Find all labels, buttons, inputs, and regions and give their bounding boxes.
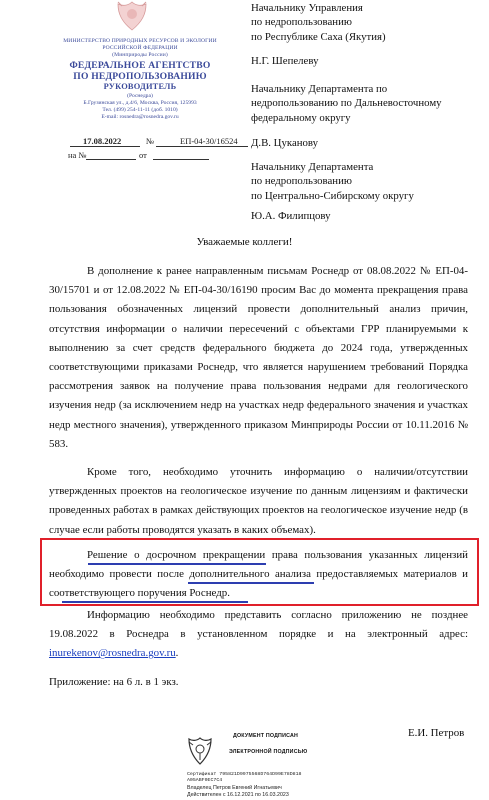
addressee-3 (251, 160, 414, 203)
stamp-title-line2: ЭЛЕКТРОННОЙ ПОДПИСЬЮ (229, 749, 308, 755)
underline-early-termination (88, 563, 266, 565)
paragraph-4-end: . (175, 647, 179, 660)
paragraph-1: В дополнение к ранее направленным письмам Роснедр от 08.08.2022 № ЕП-04-30/15701 и от 12.08.2022 № ЕП-04-30/16190 просим Вас до момента прекращения права пользования обозначенных лицензий провести дополнительный анализ причин, отсутствия информации о наличии пересечений с объектами ГРР планируемыми к выполнению за счет средств федерального бюджета до 2024 года, утвержденных соответствующими приказами Роснедр, что является нарушением требований Порядка рассмотрения заявок на получение права пользования недрами для геологического изучения недр (за исключением недр на участках недр федерального значения и участках недр местного значения), утвержденного приказом Минприроды России от 10.11.2016 № 583. (49, 265, 468, 450)
contact-email-link[interactable]: inurekenov@rosnedra.gov.ru (49, 647, 176, 660)
paragraph-4 (49, 606, 468, 664)
document-number: ЕП-04-30/16524 (180, 136, 238, 146)
agency-title-head: РУКОВОДИТЕЛЬ (103, 82, 177, 91)
certificate-owner: Владелец Петров Евгений Игнатьевич (187, 785, 282, 791)
addressee-1-line3: по Республике Саха (Якутия) (251, 30, 386, 43)
addressee-1-line2: по недропользованию (251, 16, 352, 29)
number-underline (156, 146, 248, 147)
electronic-signature-stamp (183, 728, 323, 800)
addressee-2 (251, 82, 442, 125)
addressee-2-line2: недропользованию по Дальневосточному (251, 97, 442, 110)
reference-date-underline (153, 159, 209, 160)
agency-name-line1: ФЕДЕРАЛЬНОЕ АГЕНТСТВО (69, 60, 211, 71)
agency-short-name: (Роснедра) (127, 93, 153, 99)
attachment-note: Приложение: на 6 л. в 1 экз. (49, 676, 179, 688)
addressee-2-name: Д.В. Цуканову (251, 137, 319, 149)
number-sign: № (146, 136, 155, 146)
agency-phone: Тел. (499) 254-11-11 (доб. 1010) (102, 107, 178, 113)
addressee-3-name: Ю.А. Филипцову (251, 210, 331, 222)
document-date: 17.08.2022 (83, 136, 122, 146)
stamp-emblem-icon (185, 736, 215, 768)
agency-address: Б.Грузинская ул., д.4/6, Москва, Россия, 125993 (83, 100, 197, 106)
addressee-1-line1: Начальнику Управления (251, 2, 363, 14)
certificate-line2: A05ABF0EC7C4 (187, 778, 223, 783)
certificate-line1: Сертификат 795821D9975568D764D99E78D818 (187, 772, 302, 777)
certificate-validity: Действителен с 16.12.2021 по 16.03.2023 (187, 792, 289, 798)
date-underline (70, 146, 140, 147)
agency-name-line2: ПО НЕДРОПОЛЬЗОВАНИЮ (73, 71, 207, 82)
addressee-2-line3: федеральному округу (251, 111, 351, 124)
paragraph-3-highlighted: Решение о досрочном прекращении права пользования указанных лицензий необходимо провести после дополнительного анализа предоставляемых материалов и соответствующего поручения Роснедр. (49, 549, 468, 600)
signer-name: Е.И. Петров (408, 727, 465, 739)
reference-date-label: от (139, 150, 147, 160)
ministry-name-line2: РОССИЙСКОЙ ФЕДЕРАЦИИ (102, 45, 178, 51)
stamp-title-line1: ДОКУМЕНТ ПОДПИСАН (233, 733, 299, 739)
addressee-3-line3: по Центрально-Сибирскому округу (251, 189, 414, 202)
paragraph-2: Кроме того, необходимо уточнить информацию о наличии/отсутствии утвержденных проектов на геологическое изучение по данным лицензиям и фактически проведенных работах в рамках действующих проектов на геологическое изучение недр (в случае если работы проводятся указать в каких объемах). (49, 466, 468, 536)
salutation: Уважаемые коллеги! (196, 236, 293, 248)
addressee-3-line2: по недропользованию (251, 175, 352, 188)
underline-additional-analysis (188, 582, 314, 584)
addressee-3-line1: Начальнику Департамента (251, 161, 374, 173)
coat-of-arms-emblem (108, 0, 156, 36)
addressee-2-line1: Начальнику Департамента по (251, 83, 388, 95)
reference-number-label: на № (68, 150, 87, 160)
underline-rosnedra-order (62, 601, 248, 603)
ministry-name-line1: МИНИСТЕРСТВО ПРИРОДНЫХ РЕСУРСОВ И ЭКОЛОГИИ (63, 38, 217, 44)
paragraph-4-text: Информацию необходимо представить согласно приложению не позднее 19.08.2022 в Роснедра в установленном порядке и на электронный адрес: (49, 609, 468, 641)
reference-number-underline (86, 159, 136, 160)
addressee-1 (251, 1, 386, 44)
addressee-1-name: Н.Г. Шепелеву (251, 55, 319, 67)
agency-email: E-mail: rosnedra@rosnedra.gov.ru (101, 114, 179, 120)
ministry-name-line3: (Минприроды России) (112, 52, 168, 58)
